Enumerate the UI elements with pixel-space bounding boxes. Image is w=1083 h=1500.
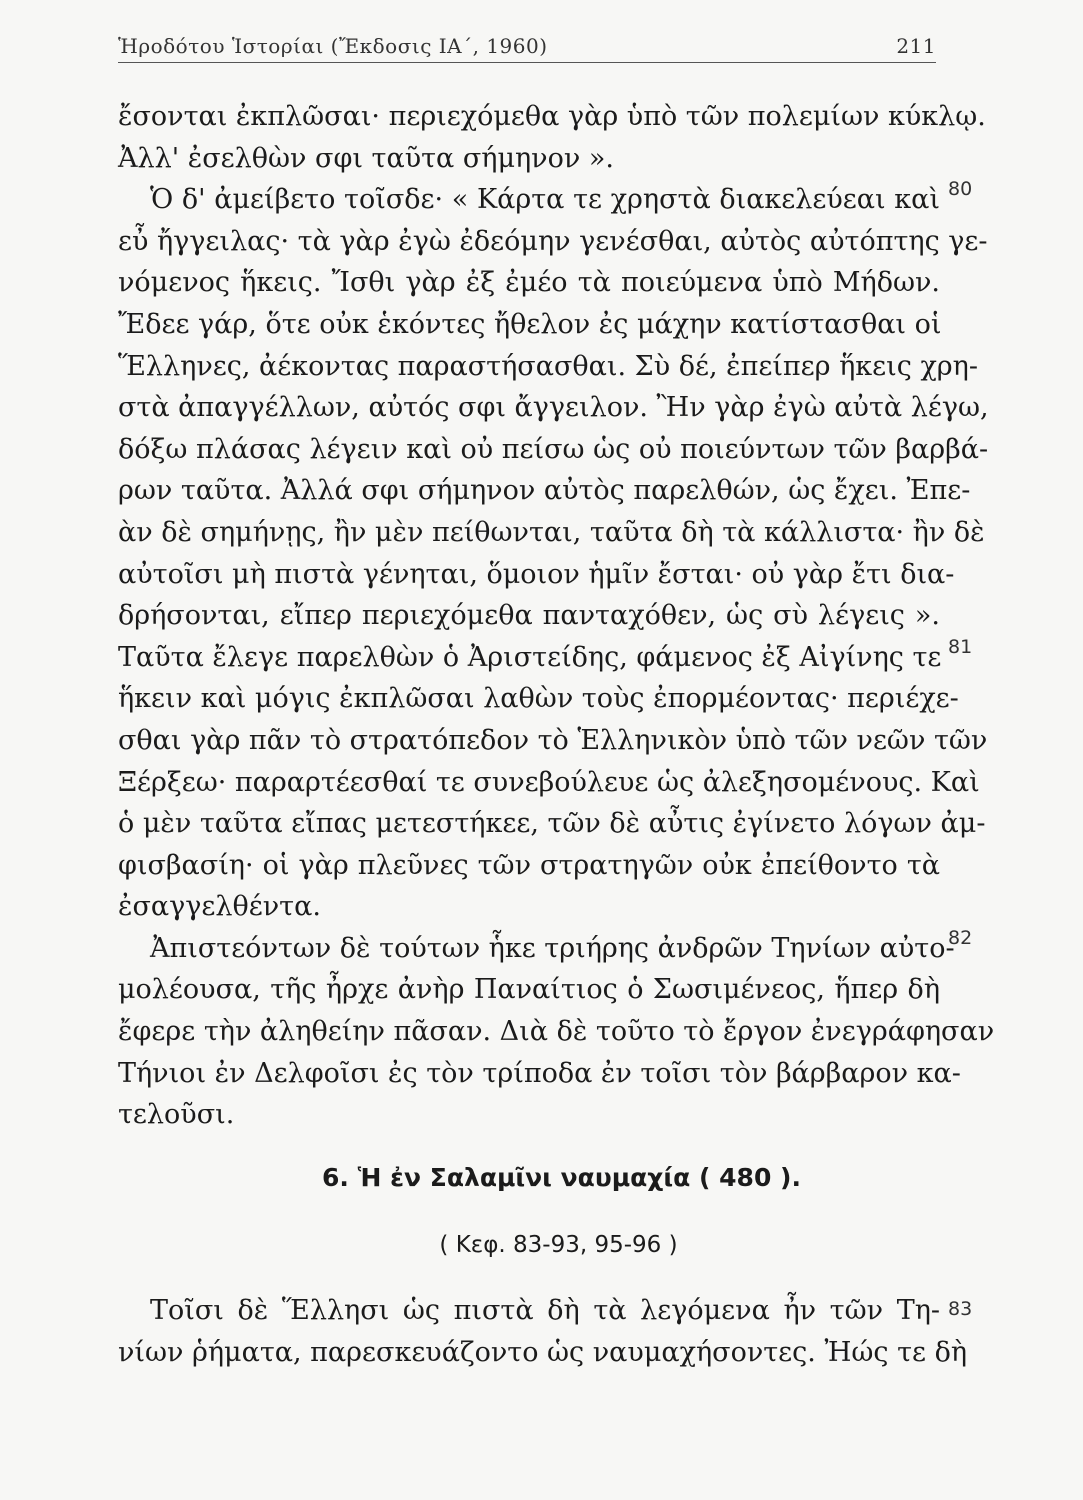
text-line: ἐσαγγελθέντα.	[118, 891, 321, 923]
text-line: ὰν δὲ σημήνῃς, ἢν μὲν πείθωνται, ταῦτα δὴ τὰ κάλλιστα· ἢν δὲ	[118, 516, 985, 548]
section-heading: 6. Ἡ ἐν Σαλαμῖνι ναυμαχία ( 480 ).	[322, 1163, 801, 1192]
text-line: ἔσονται ἐκπλῶσαι· περιεχόμεθα γὰρ ὑπὸ τῶν πολεμίων κύκλῳ.	[118, 101, 986, 132]
text-line: ἥκειν καὶ μόγις ἐκπλῶσαι λαθὼν τοὺς ἐπορμέοντας· περιέχε-	[118, 683, 959, 715]
header-divider	[118, 62, 936, 63]
text-line: Ἔδεε γάρ, ὅτε οὐκ ἑκόντες ἤθελον ἐς μάχην κατίστασθαι οἱ	[118, 308, 942, 340]
text-line: ρων ταῦτα. Ἀλλά σφι σήμηνον αὐτὸς παρελθών, ὡς ἔχει. Ἐπε-	[118, 475, 971, 507]
text-line: ἔφερε τὴν ἀληθείην πᾶσαν. Διὰ δὲ τοῦτο τὸ ἔργον ἐνεγράφησαν	[118, 1016, 995, 1048]
chapter-number-83: 83	[948, 1298, 973, 1320]
text-line: Ἀλλ' ἐσελθὼν σφι ταῦτα σήμηνον ».	[118, 142, 614, 174]
chapter-number-82: 82	[948, 927, 973, 949]
text-line: Τοῖσι δὲ Ἕλλησι ὡς πιστὰ δὴ τὰ λεγόμενα ἦν τῶν Τη-	[150, 1295, 940, 1326]
text-line: φισβασίη· οἱ γὰρ πλεῦνες τῶν στρατηγῶν οὐκ ἐπείθοντο τὰ	[118, 849, 940, 881]
running-header	[118, 26, 936, 66]
chapter-number-80: 80	[948, 178, 973, 200]
text-line: στὰ ἀπαγγέλλων, αὐτός σφι ἄγγειλον. Ἢν γὰρ ἐγὼ αὐτὰ λέγω,	[118, 392, 989, 424]
running-title: Ἡροδότου Ἱστορίαι (Ἔκδοσις ΙΑ΄, 1960)	[118, 34, 548, 58]
text-line: Τήνιοι ἐν Δελφοῖσι ἐς τὸν τρίποδα ἐν τοῖσι τὸν βάρβαρον κα-	[118, 1057, 961, 1089]
text-line: σθαι γὰρ πᾶν τὸ στρατόπεδον τὸ Ἑλληνικὸν ὑπὸ τῶν νεῶν τῶν	[118, 724, 988, 756]
text-line: αὐτοῖσι μὴ πιστὰ γένηται, ὅμοιον ἡμῖν ἔσται· οὐ γὰρ ἔτι δια-	[118, 558, 955, 590]
text-line: νόμενος ἥκεις. Ἴσθι γὰρ ἐξ ἐμέο τὰ ποιεύμενα ὑπὸ Μήδων.	[118, 267, 940, 299]
chapter-number-81: 81	[948, 636, 973, 658]
text-line: Ξέρξεω· παραρτέεσθαί τε συνεβούλευε ὡς ἀλεξησομένους. Καὶ	[118, 766, 980, 798]
text-line: ὁ μὲν ταῦτα εἴπας μετεστήκεε, τῶν δὲ αὖτις ἐγίνετο λόγων ἀμ-	[118, 808, 986, 840]
section-reference: ( Κεφ. 83-93, 95-96 )	[439, 1232, 678, 1258]
page-number: 211	[896, 34, 936, 58]
text-line: εὖ ἤγγειλας· τὰ γὰρ ἐγὼ ἐδεόμην γενέσθαι, αὐτὸς αὐτόπτης γε-	[118, 225, 988, 257]
text-line: τελοῦσι.	[118, 1099, 235, 1131]
text-line: μολέουσα, τῆς ἦρχε ἀνὴρ Παναίτιος ὁ Σωσιμένεος, ἥπερ δὴ	[118, 974, 940, 1006]
text-line: Ἕλληνες, ἀέκοντας παραστήσασθαι. Σὺ δέ, ἐπείπερ ἥκεις χρη-	[118, 350, 978, 382]
text-line: Ταῦτα ἔλεγε παρελθὼν ὁ Ἀριστείδης, φάμενος ἐξ Αἰγίνης τε	[118, 641, 942, 673]
text-line: Ἀπιστεόντων δὲ τούτων ἧκε τριήρης ἀνδρῶν Τηνίων αὐτο-	[150, 932, 955, 964]
text-line: δόξω πλάσας λέγειν καὶ οὐ πείσω ὡς οὐ ποιεύντων τῶν βαρβά-	[118, 433, 989, 465]
text-line: νίων ῥήματα, παρεσκευάζοντο ὡς ναυμαχήσοντες. Ἠώς τε δὴ	[118, 1336, 968, 1368]
text-line: Ὁ δ' ἀμείβετο τοῖσδε· « Κάρτα τε χρηστὰ διακελεύεαι καὶ	[150, 184, 940, 216]
text-line: δρήσονται, εἴπερ περιεχόμεθα πανταχόθεν, ὡς σὺ λέγεις ».	[118, 600, 940, 632]
